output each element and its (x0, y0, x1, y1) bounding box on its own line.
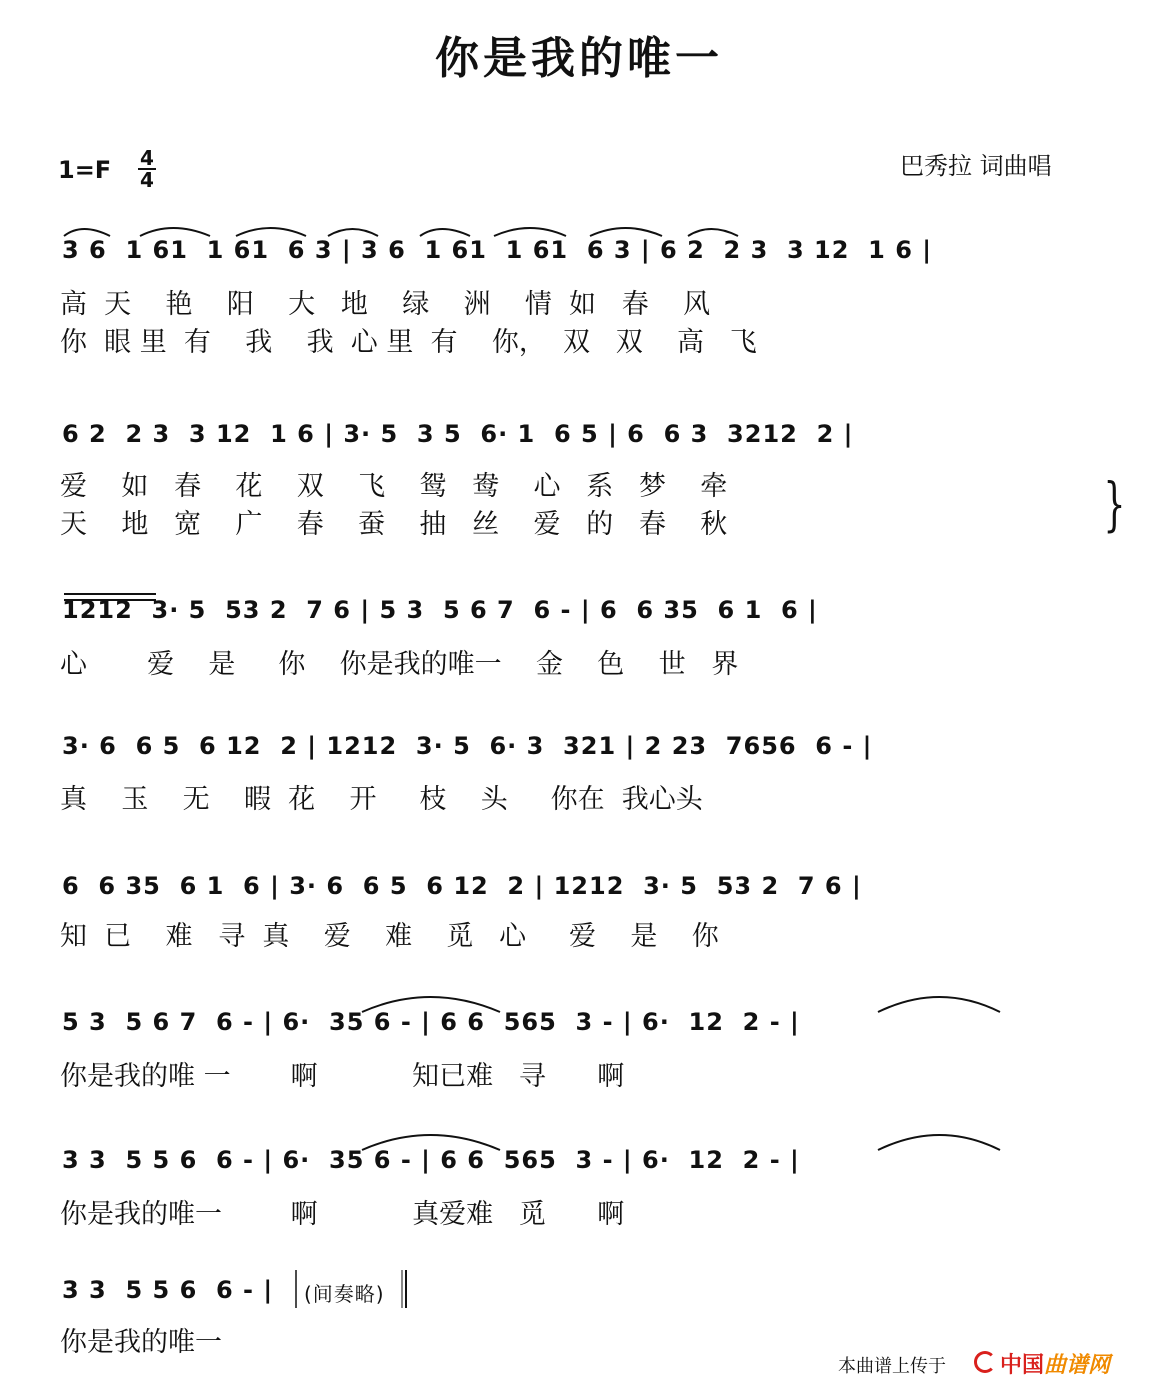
time-signature (136, 148, 158, 190)
lyric-line-2-verse-1: 爱 如 春 花 双 飞 鸳 鸯 心 系 梦 牵 (60, 471, 728, 502)
key-signature: 1=F (58, 156, 112, 184)
time-signature-top: 4 (140, 146, 154, 170)
notation-line-2: 6 2 2 3 3 12 1 6 | 3· 5 3 5 6· 1 6 5 | 6 6 3 3212 2 | (62, 420, 854, 448)
interlude-note: (间奏略) (304, 1282, 385, 1306)
verse-brace: } (1103, 470, 1126, 538)
notation-line-3: 1212 3· 5 53 2 7 6 | 5 3 5 6 7 6 - | 6 6 35 6 1 6 | (62, 596, 818, 624)
lyric-line-8: 你是我的唯一 (60, 1327, 222, 1358)
notation-line-4: 3· 6 6 5 6 12 2 | 1212 3· 5 6· 3 321 | 2 23 7656 6 - | (62, 732, 873, 760)
lyric-line-7: 你是我的唯一 啊 真爱难 觅 啊 (60, 1199, 625, 1230)
lyric-line-4: 真 玉 无 暇 花 开 枝 头 你在 我心头 (60, 784, 703, 815)
upload-credit: 本曲谱上传于 (838, 1356, 946, 1377)
site-logo[interactable] (1000, 1348, 1110, 1379)
site-logo-text-2: 曲谱网 (1044, 1353, 1111, 1378)
notation-line-5: 6 6 35 6 1 6 | 3· 6 6 5 6 12 2 | 1212 3· 5 53 2 7 6 | (62, 872, 862, 900)
lyric-line-2-verse-2: 天 地 宽 广 春 蚕 抽 丝 爱 的 春 秋 (60, 509, 728, 540)
lyric-line-3: 心 爱 是 你 你是我的唯一 金 色 世 界 (60, 649, 739, 680)
page-title: 你是我的唯一 (435, 33, 723, 84)
notation-line-8: 3 3 5 5 6 6 - | (62, 1276, 274, 1304)
time-signature-bottom: 4 (140, 168, 154, 192)
lyric-line-6: 你是我的唯 一 啊 知已难 寻 啊 (60, 1061, 625, 1092)
site-logo-icon (974, 1351, 996, 1373)
notation-line-1: 3 6 1 61 1 61 6 3 | 3 6 1 61 1 61 6 3 | 6 2 2 3 3 12 1 6 | (62, 236, 933, 264)
lyric-line-1-verse-1: 高 天 艳 阳 大 地 绿 洲 情 如 春 风 (60, 289, 711, 320)
author-credit: 巴秀拉 词曲唱 (900, 152, 1052, 180)
notation-line-7: 3 3 5 5 6 6 - | 6· 35 6 - | 6 6 565 3 - | 6· 12 2 - | (62, 1146, 800, 1174)
site-logo-text-1: 中国 (1000, 1353, 1045, 1378)
lyric-line-1-verse-2: 你 眼 里 有 我 我 心 里 有 你， 双 双 高 飞 (60, 327, 757, 358)
notation-line-6: 5 3 5 6 7 6 - | 6· 35 6 - | 6 6 565 3 - | 6· 12 2 - | (62, 1008, 800, 1036)
lyric-line-5: 知 已 难 寻 真 爱 难 觅 心 爱 是 你 (60, 921, 719, 952)
